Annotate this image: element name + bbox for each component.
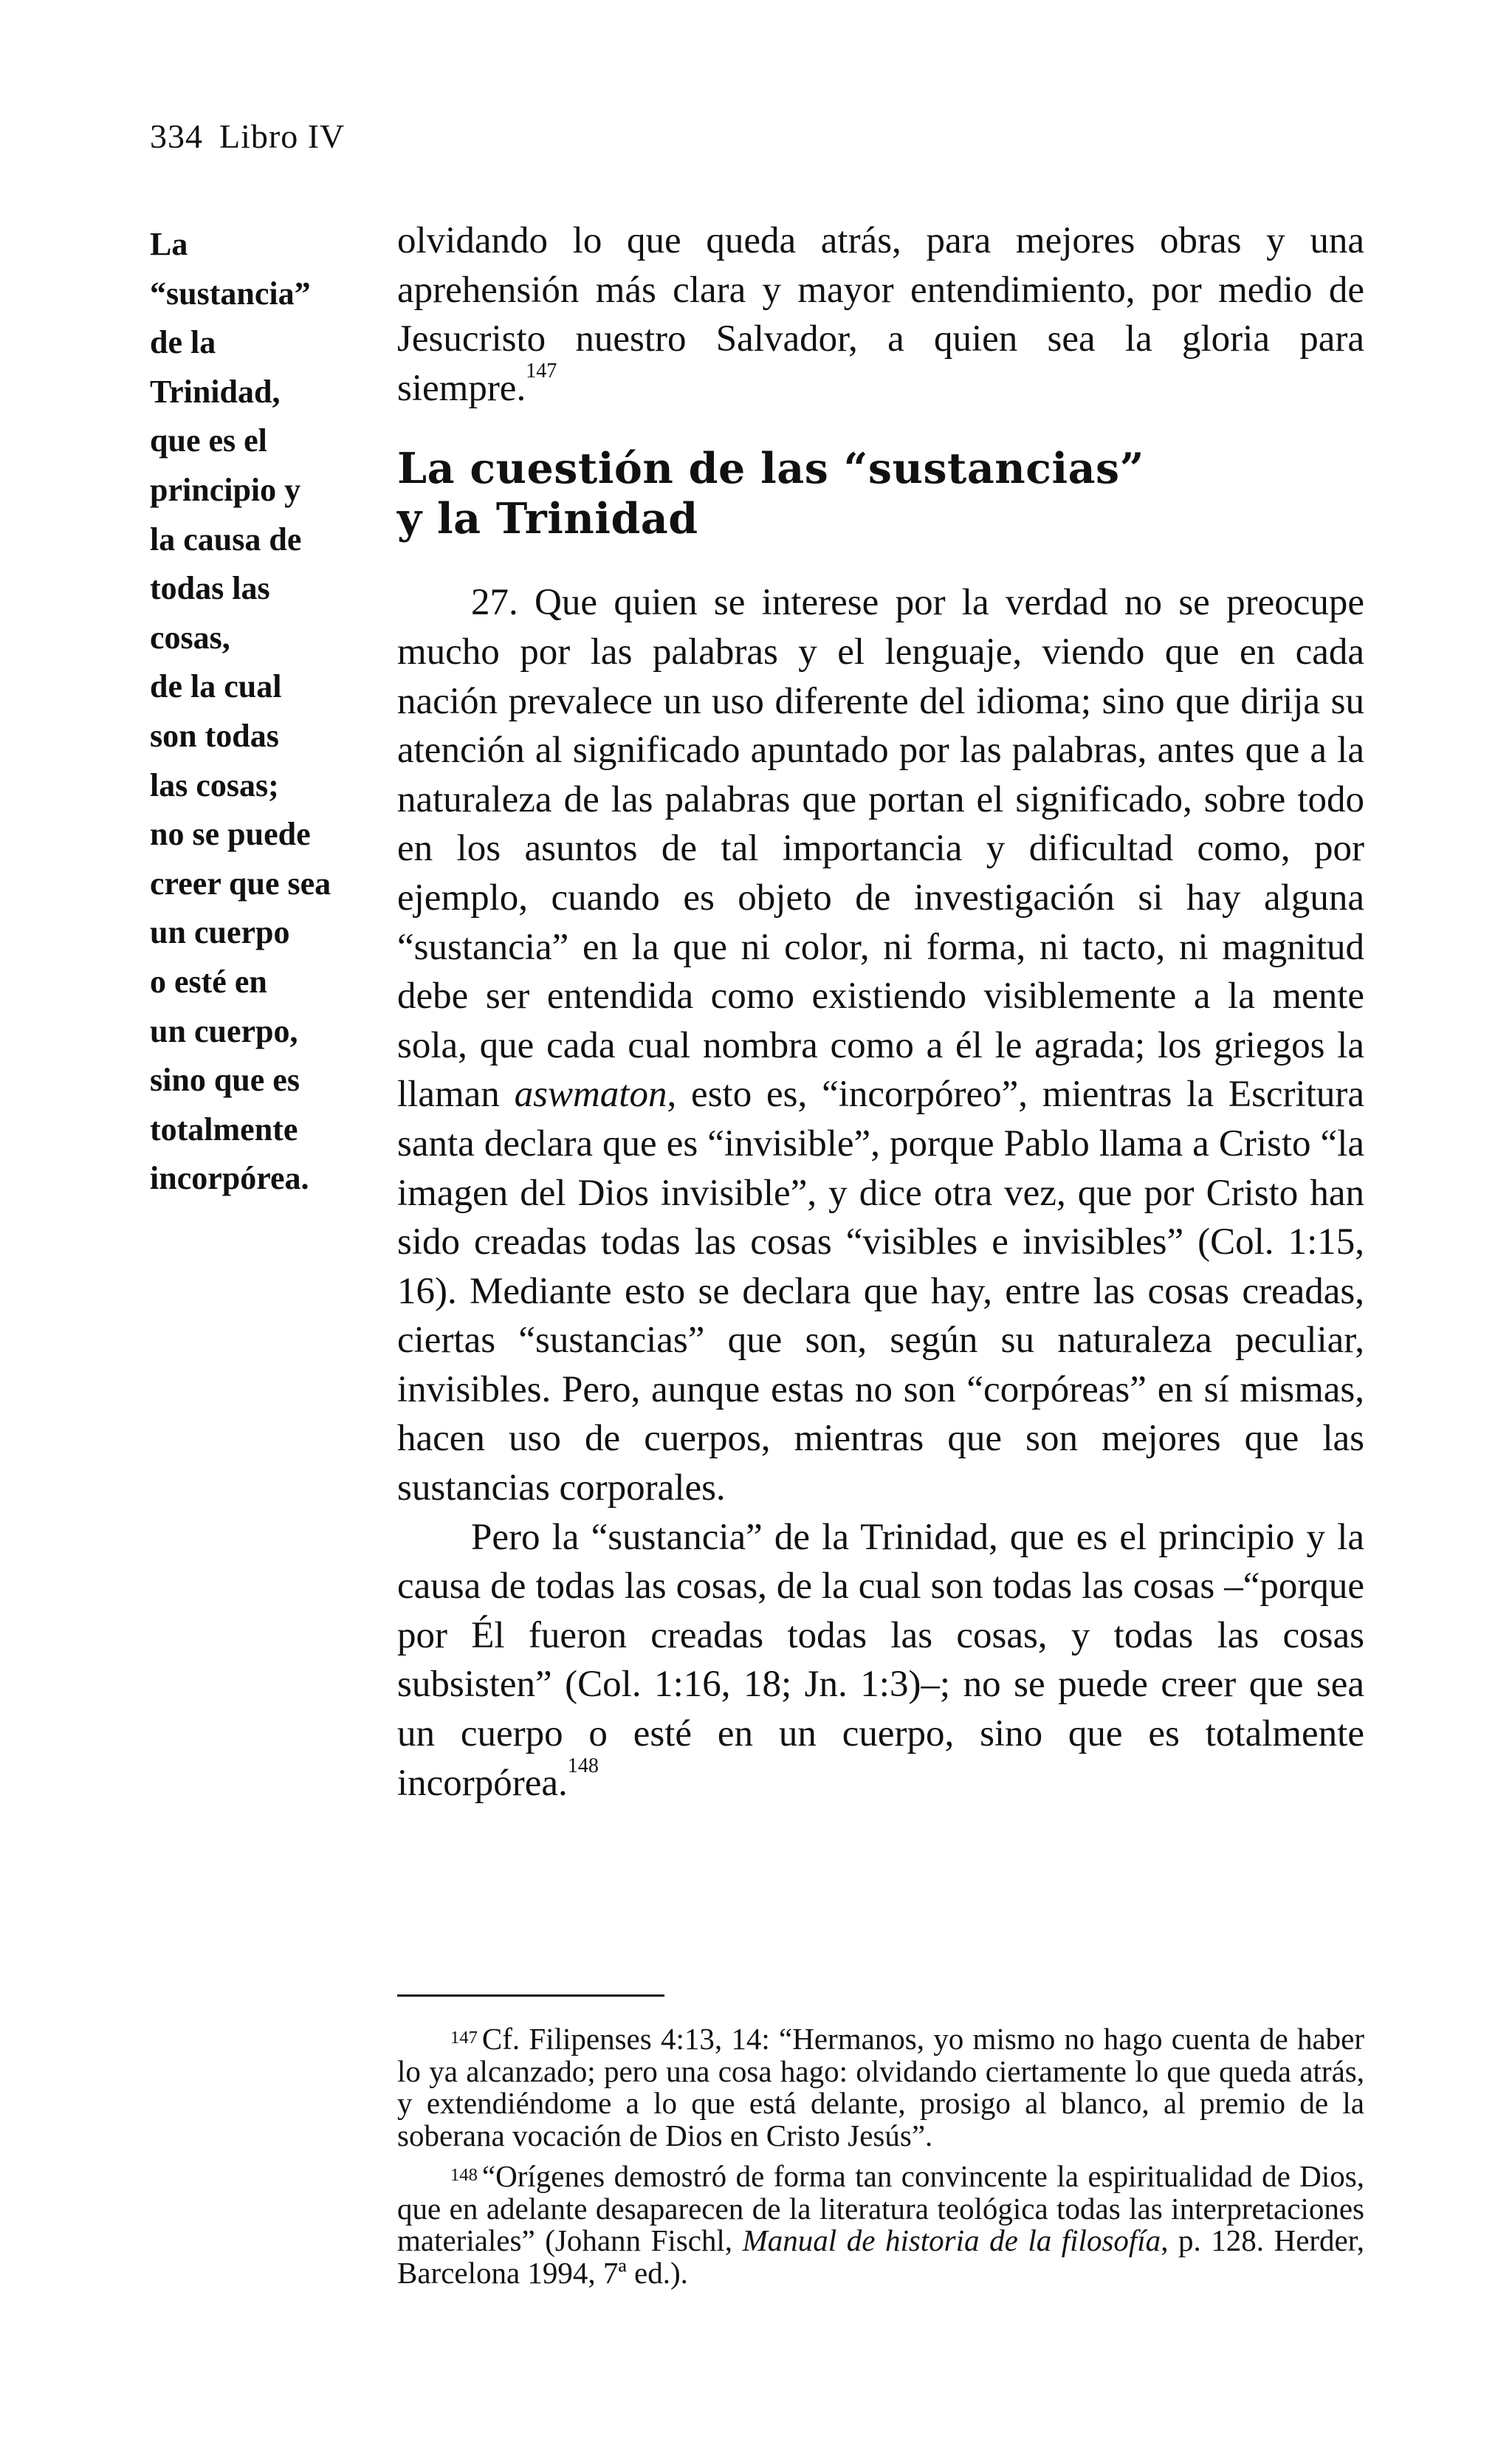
footnote-ref-147: 147	[526, 359, 557, 382]
margin-note-line: que es el	[150, 422, 267, 459]
footnote-147	[397, 2023, 1364, 2152]
margin-note-line: la causa de	[150, 521, 302, 558]
footnote-text: “Orígenes demostró de forma tan convincente la espiritualidad de Dios, que en adelante desaparecen de la literatura teológica todas las interpretaciones materiales” (Johann Fischl,	[397, 2159, 1364, 2257]
margin-note-line: totalmente	[150, 1111, 298, 1147]
margin-note-line: un cuerpo,	[150, 1012, 298, 1049]
paragraph-27-text-cont: , esto es, “incorpóreo”, mientras la Escritura santa declara que es “invisible”, porque Pablo llama a Cristo “la imagen del Dios invisible”, y dice otra vez, que por Cristo han sido creadas todas las cosas “visibles e invisibles” (Col. 1:15, 16). Mediante esto se declara que hay, entre las cosas creadas, ciertas “sustancias” que son, según su naturaleza peculiar, invisibles. Pero, aunque estas no son “corpóreas” en sí mismas, hacen uso de cuerpos, mientras que son mejores que las sustancias corporales.	[397, 1074, 1365, 1509]
margin-note-line: todas las	[150, 570, 270, 607]
margin-note-line: son todas	[150, 717, 279, 754]
paragraph-trinity	[397, 1513, 1364, 1808]
footnote-number: 148	[450, 2165, 478, 2185]
margin-note-line: un cuerpo	[150, 914, 290, 951]
section-heading	[397, 444, 1364, 544]
footnote-148	[397, 2161, 1364, 2289]
margin-note-line: o esté en	[150, 963, 267, 1000]
margin-note-line: de la	[150, 324, 216, 361]
greek-term: aswmaton	[514, 1074, 667, 1116]
page-number: 334	[150, 117, 203, 155]
footnote-text: Cf. Filipenses 4:13, 14: “Hermanos, yo mismo no hago cuenta de haber lo ya alcanzado; pero una cosa hago: olvidando ciertamente lo que queda atrás, y extendiéndome a lo que está delante, prosigo al blanco, al premio de la soberana vocación de Dios en Cristo Jesús”.	[397, 2022, 1364, 2152]
paragraph-27-text: 27. Que quien se interese por la verdad no se preocupe mucho por las palabras y el lenguaje, viendo que en cada nación prevalece un uso diferente del idioma; sino que dirija su atención al significado apuntado por las palabras, antes que a la naturaleza de las palabras que portan el significado, sobre todo en los asuntos de tal importancia y dificultad como, por ejemplo, cuando es objeto de investigación si hay alguna “sustancia” en la que ni color, ni forma, ni tacto, ni magnitud debe ser entendida como existiendo visiblemente a la mente sola, que cada cual nombra como a él le agrada; los griegos la llaman	[397, 582, 1364, 1116]
main-text	[397, 216, 1364, 1808]
section-heading-line-1: La cuestión de las “sustancias”	[397, 444, 1144, 494]
margin-note-line: cosas,	[150, 619, 230, 656]
footnote-text-cont: , p. 128. Herder, Barcelona 1994, 7ª ed.).	[397, 2223, 1365, 2290]
margin-note	[150, 220, 371, 1204]
continuation-text: olvidando lo que queda atrás, para mejores obras y una aprehensión más clara y mayor entendimiento, por medio de Jesucristo nuestro Salvador, a quien sea la gloria para siempre.	[397, 220, 1364, 409]
margin-note-line: sino que es	[150, 1062, 300, 1099]
footnote-number: 147	[450, 2028, 478, 2048]
paragraph-trinity-text: Pero la “sustancia” de la Trinidad, que es el principio y la causa de todas las cosas, de la cual son todas las cosas –“porque por Él fueron creadas todas las cosas, y todas las cosas subsisten” (Col. 1:16, 18; Jn. 1:3)–; no se puede creer que sea un cuerpo o esté en un cuerpo, sino que es totalmente incorpórea.	[397, 1516, 1364, 1804]
margin-note-line: Trinidad,	[150, 373, 281, 410]
section-heading-line-2: y la Trinidad	[397, 494, 698, 544]
running-head	[150, 117, 345, 156]
margin-note-line: de la cual	[150, 668, 282, 705]
margin-note-line: las cosas;	[150, 766, 279, 803]
footnote-divider	[397, 1994, 664, 1997]
book-title: Libro IV	[219, 117, 346, 155]
margin-note-line: creer que sea	[150, 865, 331, 902]
paragraph-27	[397, 578, 1364, 1512]
margin-note-line: La	[150, 226, 188, 262]
footnote-ref-148: 148	[567, 1754, 599, 1777]
margin-note-line: principio y	[150, 471, 301, 508]
margin-note-line: “sustancia”	[150, 275, 311, 312]
margin-note-line: no se puede	[150, 816, 311, 853]
margin-note-line: incorpórea.	[150, 1160, 309, 1197]
continuation-paragraph	[397, 216, 1364, 413]
book-title-italic: Manual de historia de la filosofía	[742, 2223, 1161, 2257]
footnotes	[397, 2023, 1364, 2298]
